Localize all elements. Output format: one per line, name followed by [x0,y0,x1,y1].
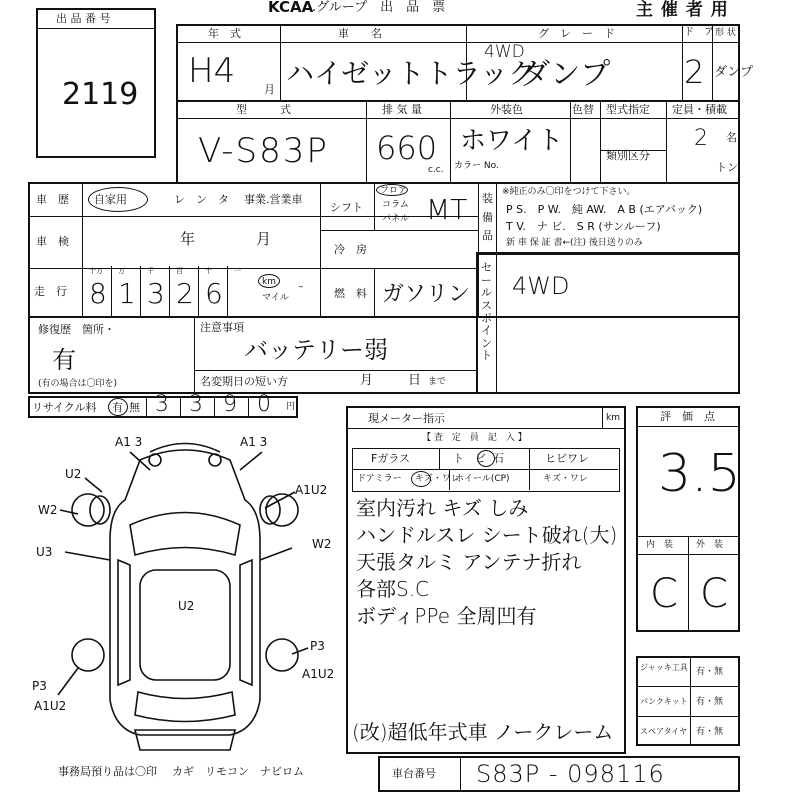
short-date-label: 名変期日の短い方 [200,375,288,388]
exterior-value: C [700,571,728,617]
tool-jack-value: 有・無 [696,667,724,677]
mark-right-mirror: A1U2 [295,483,328,497]
mileage-label: 走 行 [34,285,67,298]
door-label: ド ア [684,27,714,38]
recycle-no: 無 [129,401,140,414]
recycle-digit-cell [248,392,282,417]
glass-hibi: ヒビワレ [545,452,589,465]
mileage-digit: 8 [89,277,107,310]
displacement-value: 660 [376,129,438,167]
meter-km-label: km [606,413,620,423]
mileage-digit-cell [227,266,256,316]
caution-value: バッテリー弱 [244,336,388,364]
km-circle-mark [258,274,280,288]
score-label: 評 価 点 [660,410,715,423]
recycle-digit: 9 [223,392,237,417]
mileage-digit-cell [111,266,140,316]
remodel-note: (改)超低年式車 ノークレーム [352,720,614,744]
inspector-note: ハンドルスレ シート破れ(大) [356,523,618,547]
car-diagram [30,430,340,760]
recycle-label: リサイクル料 [32,401,97,414]
front-left-light [149,454,161,466]
repair-block [28,316,478,394]
score-value: 3.5 [658,444,741,504]
mark-front-left: A1 3 [115,435,143,449]
tool-spare-label: スペアタイヤ [640,727,688,736]
type-value: V-S83P [198,131,329,171]
car-rear-bumper [135,730,235,750]
shape-label: 形 状 [715,28,736,38]
lot-number-box [36,8,156,158]
tools-box [636,656,740,746]
shift-value: MT [426,193,468,226]
color-label: 外装色 [490,103,523,116]
mark-w2-left: W2 [38,503,58,517]
short-date-day: 日 [408,373,422,388]
recycle-digit-cell [146,392,180,417]
mark-a1u2-left: A1U2 [34,699,67,713]
short-date-until: まで [428,377,447,387]
interior-label: 内 装 [646,540,674,550]
mileage-digit: 6 [205,277,223,310]
mirror-kizu: キズ・ワレ [415,474,460,484]
repair-label: 修復歴 箇所・ [38,323,115,336]
mileage-digit: 2 [176,277,194,310]
cc-unit: c.c. [428,165,444,175]
private-circle-mark [88,187,148,212]
short-date-month: 月 [360,373,374,388]
recycle-digit: 3 [189,392,203,417]
mileage-digit-cell [169,266,198,316]
model-label: 車 名 [338,27,382,40]
meter-label: 現メーター指示 [368,412,445,425]
car-rear-window [135,692,235,722]
displacement-label: 排 気 量 [382,103,422,116]
glass-tobi: ト ビ [453,452,486,465]
shift-column: コラム [382,200,409,210]
repair-value: 有 [52,346,76,374]
fuel-label: 燃 料 [334,287,367,300]
mileage-digit-cell [82,266,111,316]
equipment-line2: T V. ナ ビ. S R (サンルーフ) [506,220,661,233]
sheet-title: .グループ 出 品 票 [312,0,446,15]
chassis-row [378,756,740,792]
capacity-value: 2 [694,126,708,151]
mark-roof: U2 [178,599,195,613]
equipment-line3: 新 車 保 証 書←(注) 後日送りのみ [506,238,643,248]
mileage-digit-cell [140,266,169,316]
history-business: 事業.営業車 [244,193,303,206]
mirror-label: ドアミラー [357,474,402,484]
mark-front-right: A1 3 [240,435,268,449]
floor-circle-mark [376,184,408,196]
inspection-year-unit: 年 [180,230,196,248]
mileage-digit-cell [198,266,227,316]
category-label: 類別区分 [606,149,650,162]
capacity-label: 定員・積載 [672,103,727,116]
car-roof [140,570,230,680]
mirror-kizu-circle-mark [411,471,431,487]
glass-ishi: 石 [493,452,504,465]
shift-panel: パネル [382,214,410,224]
mileage-digit: 1 [118,277,136,310]
mileage-digit: 3 [147,277,165,310]
month-suffix: 月 [264,83,275,96]
capacity-unit: 名 [726,131,737,144]
model-value: ハイゼットトラック [286,57,537,90]
shape-value: ダンプ [714,65,754,80]
repair-note: (有の場合は〇印を) [38,379,118,389]
glass-label: Fガラス [371,452,410,465]
chassis-value: S83P - 098116 [476,760,665,788]
grade-label: グ レ ー ド [538,27,615,40]
wheel-kizu: キズ・ワレ [543,474,588,484]
sales-point-label: セールスポイント [481,261,492,363]
recycle-digit-cell [180,392,214,417]
vehicle-row [176,24,754,102]
recycle-digit: 0 [257,392,271,417]
type-label: 型 式 [236,103,291,116]
interior-value: C [650,571,678,617]
equipment-note: ※純正のみ〇印をつけて下さい。 [502,187,636,197]
mile-label: マイル [262,293,289,303]
front-right-light [209,454,221,466]
lot-number-label: 出 品 番 号 [56,12,111,25]
logo: KCAA [268,0,314,16]
inspector-note: 天張タルミ アンテナ折れ [356,550,582,574]
fuel-value: ガソリン [382,282,471,307]
mileage-unit-label: 千 [147,267,154,275]
color-change-label: 色替 [572,103,594,116]
mark-u3-left: U3 [36,545,53,559]
deposit-label: 事務局預り品は〇印 [58,765,157,778]
tool-jack-label: ジャッキ工具 [640,663,688,672]
car-body-outline [110,450,260,735]
front-left-wheel [72,494,104,526]
ton-unit: トン [716,161,738,174]
mark-a1u2-right: A1U2 [302,667,335,681]
shift-floor: フロア [380,186,408,196]
car-left-windows [118,560,130,685]
designation-label: 型式指定 [606,103,650,116]
recycle-digit-cell [214,392,248,417]
door-value: 2 [684,53,705,91]
recycle-unit: 円 [286,402,296,412]
mark-w2-right: W2 [312,537,332,551]
deposit-items: カギ リモコン ナビロム [172,765,304,778]
damage-grid [352,448,620,492]
inspector-note: 各部S.C [356,577,430,601]
exterior-label: 外 装 [696,540,724,550]
color-value: ホワイト [460,126,564,156]
sales-point-box [476,252,740,394]
grade-value: ダンプ [520,57,611,92]
score-box [636,406,740,632]
rear-right-wheel [266,639,298,671]
mileage-unit-label: 一 [234,267,241,275]
mileage-unit-label: 十 [205,267,212,275]
history-label: 車 歴 [36,193,69,206]
rear-left-wheel [72,639,104,671]
mark-u2-top: U2 [65,467,82,481]
mark-p3-right: P3 [310,639,325,653]
grade-value-top: 4WD [484,42,525,62]
recycle-yes: 有 [112,401,123,414]
color-no-label: カラー No. [454,161,499,171]
caution-label: 注意事項 [200,321,244,334]
mileage-unit-label: 万 [118,267,125,275]
shift-label: シフト [330,201,363,214]
inspector-header: 【 査 定 員 記 入 】 [422,433,527,443]
recycle-row [28,392,298,418]
inspector-box [346,406,626,754]
history-rental: レ ン タ [174,193,229,206]
mark-p3-left: P3 [32,679,47,693]
organizer-label: 主 催 者 用 [636,0,729,20]
lot-number: 2119 [62,77,139,112]
year-label: 年 式 [208,27,241,40]
km-label: km [262,277,276,287]
history-private: 自家用 [94,193,127,206]
inspector-note: ボディPPe 全周凹有 [356,604,537,628]
car-windshield [130,513,240,556]
inspection-label: 車 検 [36,235,69,248]
mileage-extra: - [298,276,304,295]
tool-punk-value: 有・無 [696,697,724,707]
inspection-month-unit: 月 [256,230,272,248]
ac-label: 冷 房 [334,243,367,256]
equipment-side-label: 装備品 [482,192,493,243]
equipment-line1: P S. P W. 純 AW. A B (エアバック) [506,203,703,216]
year-value: H4 [188,51,236,91]
tool-spare-value: 有・無 [696,727,724,737]
car-right-windows [240,560,252,685]
inspector-note: 室内汚れ キズ しみ [356,496,529,520]
mileage-unit-label: 十万 [89,267,103,275]
recycle-digit: 3 [155,392,169,417]
spec-row [176,100,740,184]
chassis-label: 車台番号 [392,767,436,780]
wheel-label: ホイール(CP) [455,474,510,484]
recycle-yes-circle-mark [108,398,128,416]
mileage-unit-label: 百 [176,267,183,275]
sales-point-value: 4WD [512,272,570,300]
tool-punk-label: パンクキット [640,697,688,706]
